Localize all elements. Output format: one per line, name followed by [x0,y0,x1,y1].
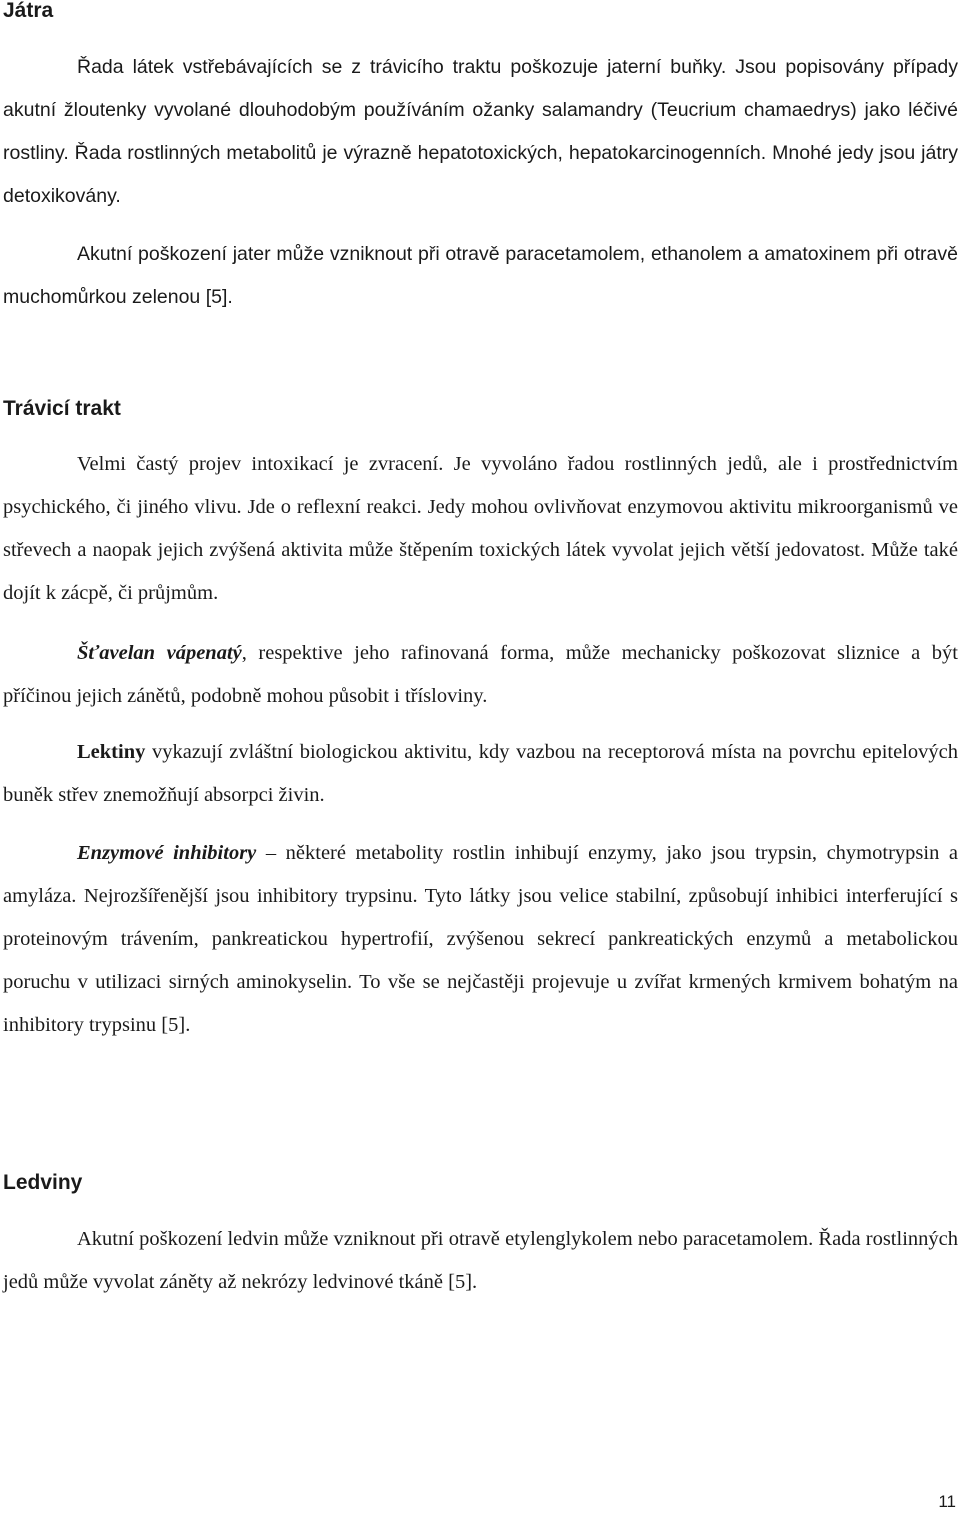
paragraph-travici-1: Velmi častý projev intoxikací je zvracení. Je vyvoláno řadou rostlinných jedů, ale i prostřednictvím psychického, či jiného vlivu. Jde o reflexní reakci. Jedy mohou ovlivňovat enzymovou aktivitu mikroorganismů ve střevech a naopak jejich zvýšená aktivita může štěpením toxických látek vyvolat jejich větší jedovatost. Může také dojít k zácpě, či průjmům. [3,453,958,604]
term-stavelan-vapenaty: Šťavelan vápenatý [77,642,242,664]
heading-travici-trakt: Trávicí trakt [3,397,121,420]
paragraph-enzymove-inhibitory [3,832,958,1047]
paragraph-stavelan [3,632,958,718]
paragraph-enzymove-inhibitory-text: – některé metabolity rostlin inhibují enzymy, jako jsou trypsin, chymotrypsin a amyláza. Nejrozšířenější jsou inhibitory trypsinu. Tyto látky jsou velice stabilní, způsobují inhibici interferující s proteinovým trávením, pankreatickou hypertrofií, zvýšenou sekrecí pankreatických enzymů a metabolickou poruchu v utilizaci sirných aminokyselin. To vše se nejčastěji projevuje u zvířat krmených krmivem bohatým na inhibitory trypsinu [5]. [3,842,958,1036]
paragraph-stavelan-text: , respektive jeho rafinovaná forma, může mechanicky poškozovat sliznice a být příčinou jejich zánětů, podobně mohou působit i třísloviny. [3,642,958,707]
paragraph-jatra-1: Řada látek vstřebávajících se z trávicího traktu poškozuje jaterní buňky. Jsou popisovány případy akutní žloutenky vyvolané dlouhodobým používáním ožanky salamandry (Teucrium chamaedrys) jako léčivé rostliny. Řada rostlinných metabolitů je výrazně hepatotoxických, hepatokarcinogenních. Mnohé jedy jsou játry detoxikovány. [3,56,958,207]
term-enzymove-inhibitory: Enzymové inhibitory [77,842,257,864]
paragraph-jatra-2: Akutní poškození jater může vzniknout při otravě paracetamolem, ethanolem a amatoxinem při otravě muchomůrkou zelenou [5]. [3,243,958,308]
paragraph-lektiny-text: vykazují zvláštní biologickou aktivitu, kdy vazbou na receptorová místa na povrchu epitelových buněk střev znemožňují absorpci živin. [3,741,958,806]
paragraph-ledviny-1: Akutní poškození ledvin může vzniknout při otravě etylenglykolem nebo paracetamolem. Řada rostlinných jedů může vyvolat záněty až nekrózy ledvinové tkáně [5]. [3,1228,958,1293]
paragraph-lektiny [3,731,958,817]
heading-ledviny: Ledviny [3,1171,83,1194]
heading-jatra: Játra [3,0,54,22]
term-lektiny: Lektiny [77,741,146,763]
page-number: 11 [938,1492,956,1511]
